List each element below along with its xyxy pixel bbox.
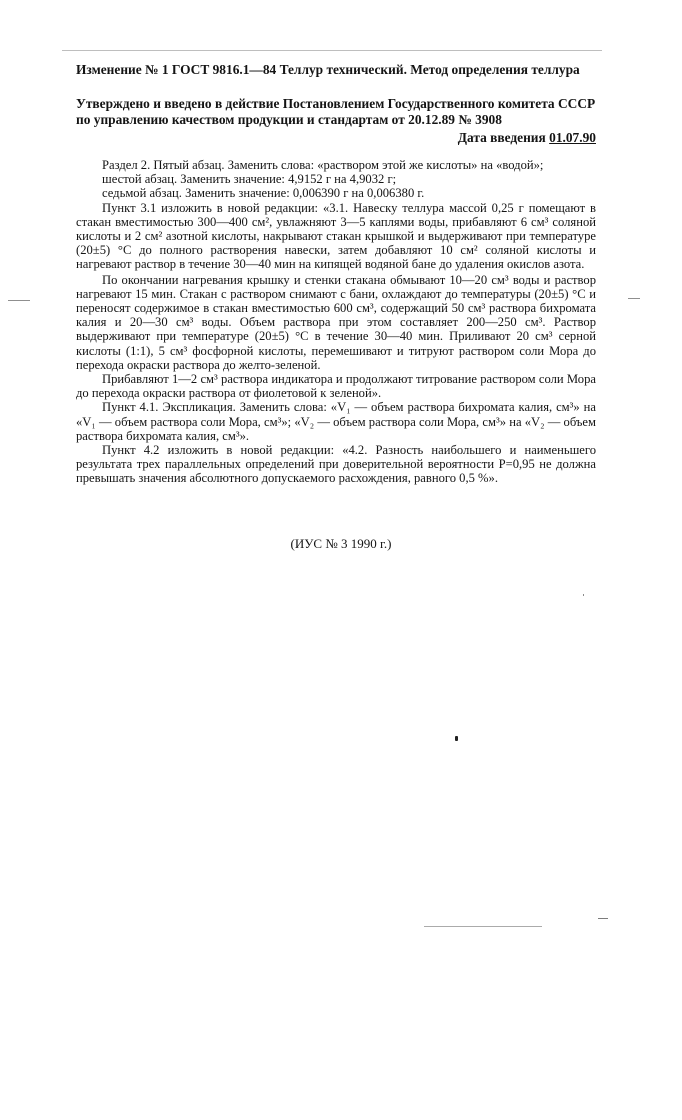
scan-artifact-top <box>62 50 602 51</box>
scan-artifact-bottom <box>424 926 542 927</box>
approval-statement: Утверждено и введено в действие Постановлением Государственного комитета СССР по управлению качеством продукции и стандартам от 20.12.89 № 3908 <box>76 96 596 127</box>
document-title: Изменение № 1 ГОСТ 9816.1—84 Теллур технический. Метод определения теллура <box>76 62 580 77</box>
paragraph-section-2: Раздел 2. Пятый абзац. Заменить слова: «раствором этой же кислоты» на «водой»; <box>102 158 544 172</box>
scan-artifact-left <box>8 300 30 301</box>
scan-artifact-corner <box>598 918 608 919</box>
amendment-body <box>76 158 596 486</box>
paragraph-clause-4-2: Пункт 4.2 изложить в новой редакции: «4.2. Разность наибольшего и наименьшего результата трех параллельных определений при доверительной вероятности Р=0,95 не должна превышать значения абсолютного допускаемого расхождения, равного 0,5 %». <box>76 443 596 486</box>
scan-artifact-speck <box>455 736 458 741</box>
paragraph-indicator: Прибавляют 1—2 см³ раствора индикатора и продолжают титрование раствором соли Мора до перехода окраски раствора от фиолетовой к зеленой». <box>76 372 596 401</box>
scan-artifact-right <box>628 298 640 299</box>
ius-reference: (ИУС № 3 1990 г.) <box>290 536 392 551</box>
effective-date <box>458 130 596 146</box>
paragraph-heating: По окончании нагревания крышку и стенки стакана обмывают 10—20 см³ воды и раствор нагревают 15 мин. Стакан с раствором снимают с бани, охлаждают до температуры (20±5) °С и переносят содержимое в стакан вместимостью 600 см³, содержащий 50 см³ раствора бихромата калия и 20—30 см³ воды. Объем раствора при этом составляет 200—250 см³. Раствор выдерживают при температуре (20±5) °С в течение 30—40 мин. Приливают 20 см³ серной кислоты (1:1), 5 см³ фосфорной кислоты, перемешивают и титруют раствором соли Мора до перехода окраски раствора до желто-зеленой. <box>76 272 596 372</box>
effective-date-value: 01.07.90 <box>549 130 596 145</box>
paragraph-clause-4-1: Пункт 4.1. Экспликация. Заменить слова: «V₁ — объем раствора бихромата калия, см³» на «V₁ — объем раствора соли Мора, см³»; «V₂ — объем раствора соли Мора, см³» на «V₂ — объем раствора бихромата калия, см³». <box>76 400 596 443</box>
effective-date-label: Дата введения <box>457 130 546 145</box>
paragraph-seventh-abzac: седьмой абзац. Заменить значение: 0,006390 г на 0,006380 г. <box>102 186 425 201</box>
scan-artifact-speck-small <box>583 594 584 596</box>
paragraph-sixth-abzac: шестой абзац. Заменить значение: 4,9152 г на 4,9032 г; <box>102 172 397 187</box>
paragraph-clause-3-1: Пункт 3.1 изложить в новой редакции: «3.1. Навеску теллура массой 0,25 г помещают в стакан вместимостью 300—400 см², увлажняют 3—5 каплями воды, прибавляют 6 см³ соляной кислоты и 2 см² азотной кислоты, накрывают стакан крышкой и выдерживают при температуре (20±5) °С до полного растворения навески, затем добавляют 10 см² соляной кислоты и нагревают раствор в течение 30—40 мин на кипящей водяной бане до удаления окислов азота. <box>76 200 596 272</box>
